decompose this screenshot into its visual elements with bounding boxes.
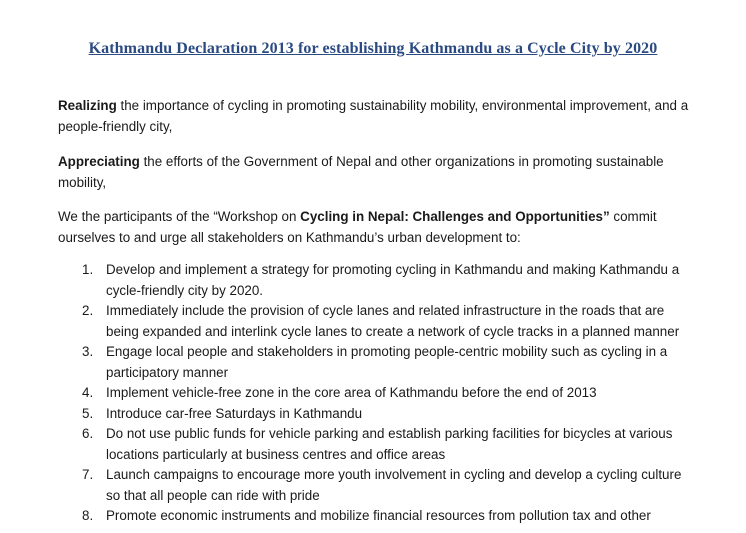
list-item	[58, 424, 698, 465]
list-number: 7.	[82, 467, 94, 482]
paragraph-realizing	[58, 95, 698, 137]
list-item-text: Engage local people and stakeholders in promoting people-centric mobility such as cycling in a participatory manner	[106, 344, 668, 380]
list-item	[58, 383, 698, 404]
commitments-list	[58, 260, 698, 527]
paragraph-participants	[58, 206, 698, 248]
paragraph-text-after: commit ourselves to and urge all stakeholders on Kathmandu’s urban development to:	[58, 209, 657, 245]
list-item-text: Promote economic instruments and mobilize financial resources from pollution tax and other	[106, 508, 651, 523]
workshop-name: Cycling in Nepal: Challenges and Opportunities”	[300, 209, 610, 224]
list-item-text: Introduce car-free Saturdays in Kathmandu	[106, 405, 363, 421]
list-number: 1.	[82, 262, 94, 277]
list-item-text: Develop and implement a strategy for promoting cycling in Kathmandu and making Kathmandu a cycle-friendly city by 2020.	[106, 262, 680, 298]
paragraph-text-before: We the participants of the “Workshop on	[58, 209, 301, 224]
list-item-text: Do not use public funds for vehicle parking and establish parking facilities for bicycles at various locations particularly at business centres and office areas	[106, 426, 673, 462]
paragraph-lead-word: Realizing	[58, 98, 117, 113]
document-title: Kathmandu Declaration 2013 for establishing Kathmandu as a Cycle City by 2020	[88, 40, 658, 57]
list-item	[58, 342, 698, 383]
list-number: 3.	[82, 344, 94, 359]
paragraph-lead-word: Appreciating	[58, 154, 140, 169]
list-item-text: Launch campaigns to encourage more youth involvement in cycling and develop a cycling culture so that all people can ride with pride	[106, 467, 682, 503]
paragraph-appreciating	[58, 151, 698, 193]
list-item	[58, 506, 698, 527]
paragraph-text: the importance of cycling in promoting sustainability mobility, environmental improvement, and a people-friendly city,	[58, 98, 689, 134]
list-number: 5.	[82, 405, 94, 421]
list-item	[58, 465, 698, 506]
list-number: 8.	[82, 508, 94, 523]
list-number: 4.	[82, 385, 94, 400]
paragraph-text: the efforts of the Government of Nepal and other organizations in promoting sustainable mobility,	[58, 154, 664, 190]
list-item-text: Implement vehicle-free zone in the core area of Kathmandu before the end of 2013	[106, 385, 597, 400]
list-item	[58, 260, 698, 301]
list-number: 2.	[82, 303, 94, 318]
list-item	[58, 404, 698, 425]
list-item-text: Immediately include the provision of cycle lanes and related infrastructure in the roads that are being expanded and interlink cycle lanes to create a network of cycle tracks in a planned manner	[106, 303, 680, 339]
list-number: 6.	[82, 426, 94, 441]
list-item	[58, 301, 698, 342]
